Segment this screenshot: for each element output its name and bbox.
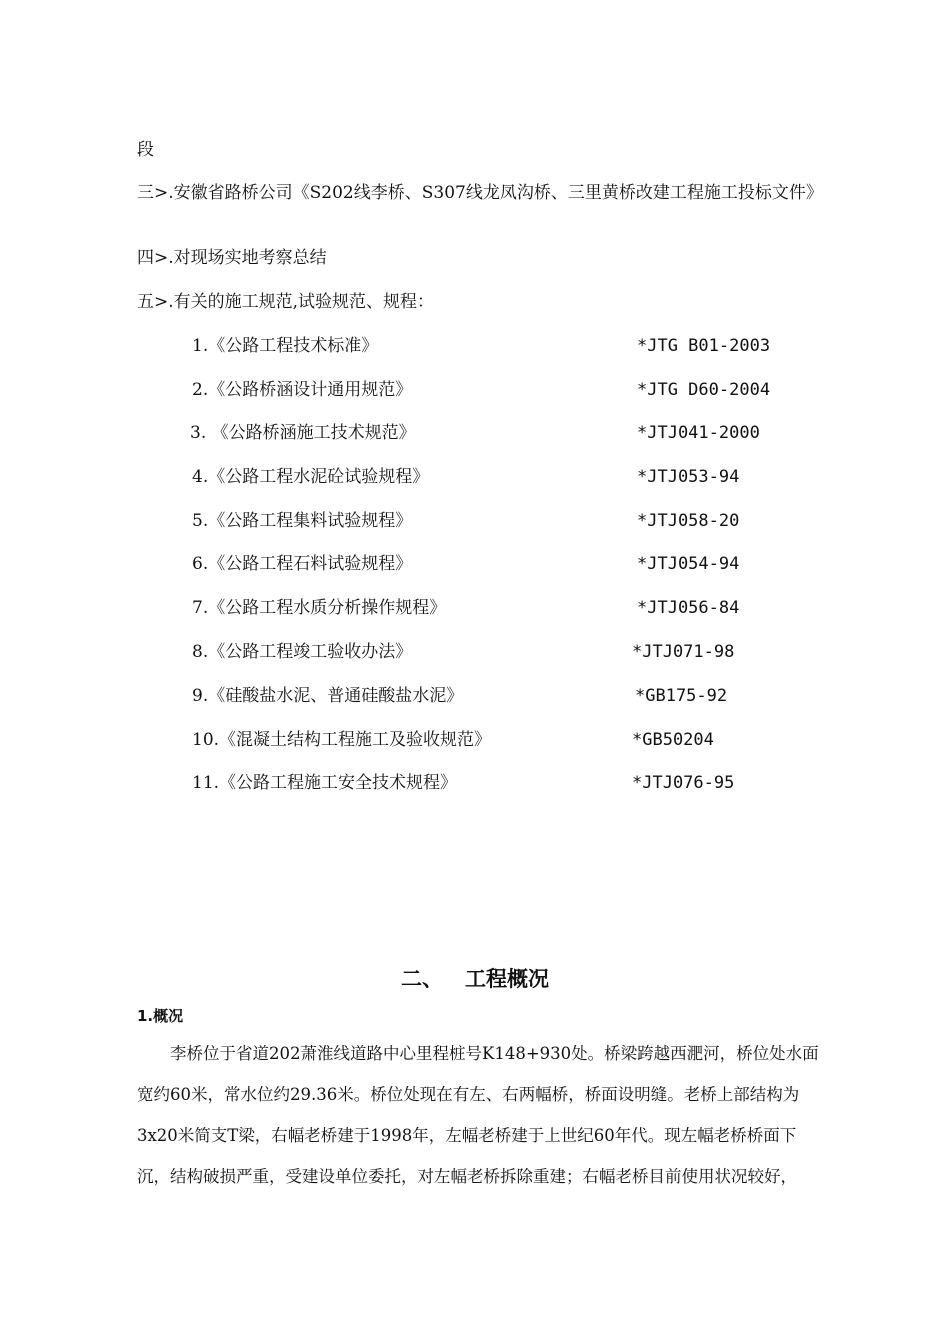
standard-code: *JTJ056-84 <box>637 598 740 618</box>
standard-title: 4.《公路工程水泥砼试验规程》 <box>192 467 430 487</box>
standard-title: 11.《公路工程施工安全技术规程》 <box>192 773 458 793</box>
subsection-title: 1.概况 <box>137 1007 184 1025</box>
reference-item-5: 五>.有关的施工规范,试验规范、规程： <box>137 292 435 312</box>
section-heading: 二、 工程概况 <box>401 967 549 991</box>
paragraph-line: 3x20米简支T梁，右幅老桥建于1998年，左幅老桥建于上世纪60年代。现左幅老桥桥面下 <box>137 1126 797 1145</box>
standard-title: 2.《公路桥涵设计通用规范》 <box>192 380 413 400</box>
paragraph-line: 李桥位于省道202萧淮线道路中心里程桩号K148+930处。桥梁跨越西淝河，桥位处水面 <box>170 1044 819 1063</box>
continued-fragment: 段 <box>137 140 154 160</box>
standard-title: 3. 《公路桥涵施工技术规范》 <box>190 423 416 443</box>
standard-code: *GB50204 <box>632 730 714 750</box>
standard-code: *JTJ054-94 <box>637 554 740 574</box>
paragraph-line: 沉，结构破损严重，受建设单位委托，对左幅老桥拆除重建；右幅老桥目前使用状况较好， <box>137 1167 797 1186</box>
reference-item-4: 四>.对现场实地考察总结 <box>137 248 327 268</box>
standard-code: *JTJ076-95 <box>632 773 735 793</box>
standard-title: 6.《公路工程石料试验规程》 <box>192 554 413 574</box>
paragraph-line: 宽约60米，常水位约29.36米。桥位处现在有左、右两幅桥，桥面设明缝。老桥上部结构为 <box>137 1085 800 1104</box>
standard-code: *JTJ053-94 <box>637 467 740 487</box>
standard-title: 10.《混凝土结构工程施工及验收规范》 <box>192 730 492 750</box>
standard-code: *JTJ041-2000 <box>637 423 760 443</box>
standard-title: 1.《公路工程技术标准》 <box>192 336 379 356</box>
standard-title: 8.《公路工程竣工验收办法》 <box>192 642 413 662</box>
standard-code: *JTG B01-2003 <box>637 336 771 356</box>
reference-item-3: 三>.安徽省路桥公司《S202线李桥、S307线龙凤沟桥、三里黄桥改建工程施工投标文件》 <box>137 183 823 203</box>
standard-code: *JTG D60-2004 <box>637 380 771 400</box>
standard-title: 7.《公路工程水质分析操作规程》 <box>192 598 447 618</box>
standard-code: *JTJ071-98 <box>632 642 735 662</box>
standard-title: 9.《硅酸盐水泥、普通硅酸盐水泥》 <box>192 686 464 706</box>
standard-code: *GB175-92 <box>635 686 728 706</box>
standard-title: 5.《公路工程集料试验规程》 <box>192 511 413 531</box>
standard-code: *JTJ058-20 <box>637 511 740 531</box>
